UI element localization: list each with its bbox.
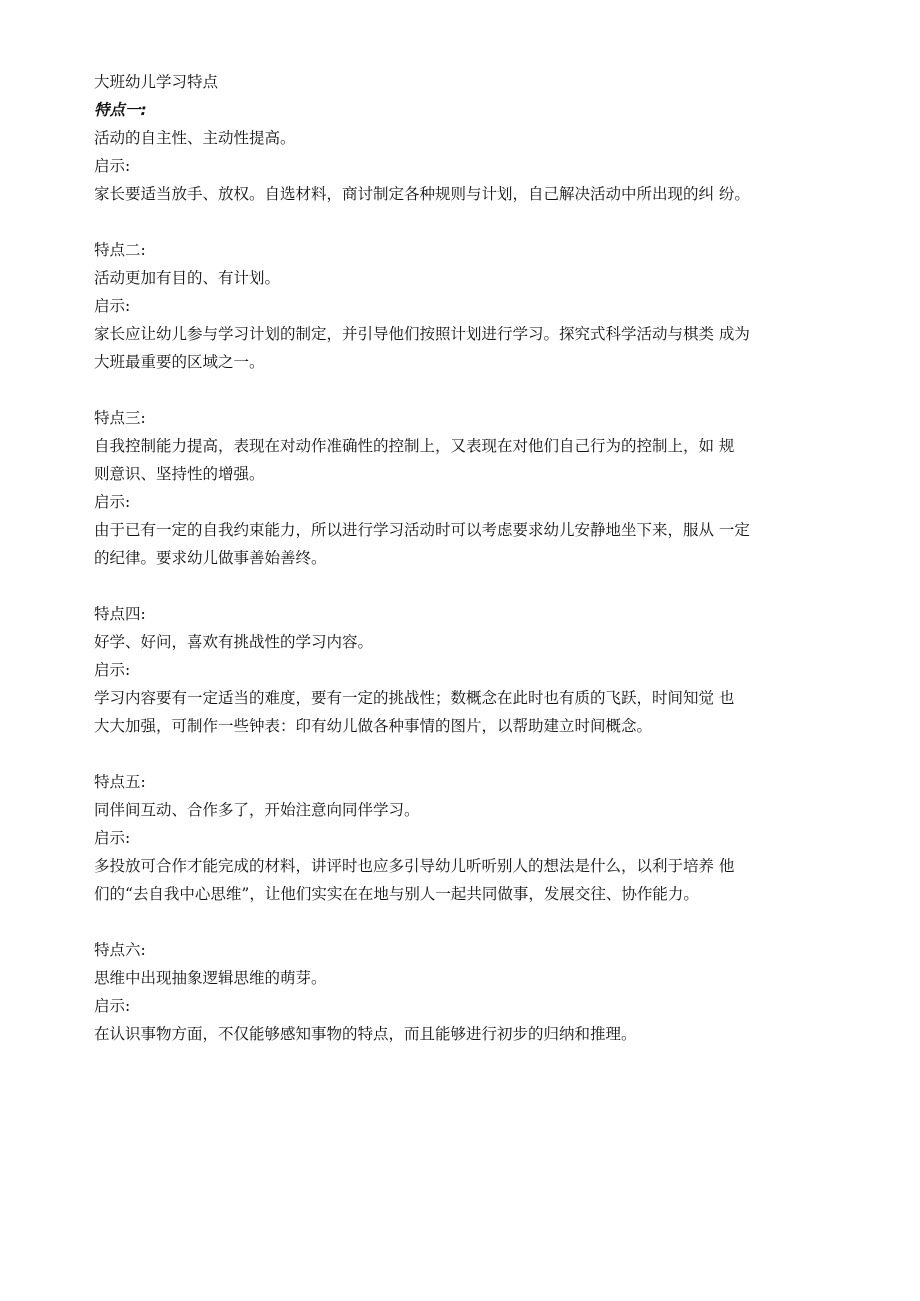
- section-gap: [94, 376, 834, 404]
- section-5-hint-line-2: 们的“去自我中心思维”，让他们实实在在地与别人一起共同做事，发展交往、协作能力。: [94, 885, 699, 903]
- section-5-hint-label: 启示:: [94, 829, 131, 847]
- section-1-feature: 活动的自主性、主动性提高。: [94, 129, 296, 147]
- section-6-heading: 特点六:: [94, 941, 146, 959]
- section-2-hint-label: 启示:: [94, 297, 131, 315]
- document-title: 大班幼儿学习特点: [94, 73, 219, 91]
- section-gap: [94, 208, 834, 236]
- section-1-heading: 特点一:: [94, 101, 147, 119]
- section-2-hint-line-1: 家长应让幼儿参与学习计划的制定，并引导他们按照计划进行学习。探究式科学活动与棋类 成为: [94, 325, 750, 343]
- section-2-heading: 特点二:: [94, 241, 146, 259]
- section-6-hint-label: 启示:: [94, 997, 131, 1015]
- section-6-hint: 在认识事物方面，不仅能够感知事物的特点，而且能够进行初步的归纳和推理。: [94, 1025, 637, 1043]
- section-5-heading: 特点五:: [94, 773, 146, 791]
- section-4-hint-line-1: 学习内容要有一定适当的难度，要有一定的挑战性；数概念在此时也有质的飞跃，时间知觉 也: [94, 689, 735, 707]
- section-5-hint-line-1: 多投放可合作才能完成的材料，讲评时也应多引导幼儿听听别人的想法是什么，以利于培养 他: [94, 857, 735, 875]
- section-3-hint-label: 启示:: [94, 493, 131, 511]
- section-2-feature: 活动更加有目的、有计划。: [94, 269, 281, 287]
- section-gap: [94, 572, 834, 600]
- section-4-heading: 特点四:: [94, 605, 146, 623]
- section-3-feature-line-2: 则意识、坚持性的增强。: [94, 465, 265, 483]
- section-4-hint-label: 启示:: [94, 661, 131, 679]
- section-3-hint-line-2: 的纪律。要求幼儿做事善始善终。: [94, 549, 327, 567]
- section-3-feature-line-1: 自我控制能力提高，表现在对动作准确性的控制上，又表现在对他们自己行为的控制上，如 规: [94, 437, 735, 455]
- section-6-feature: 思维中出现抽象逻辑思维的萌芽。: [94, 969, 327, 987]
- section-5-feature: 同伴间互动、合作多了，开始注意向同伴学习。: [94, 801, 420, 819]
- section-4-feature: 好学、好问，喜欢有挑战性的学习内容。: [94, 633, 374, 651]
- section-2-hint-line-2: 大班最重要的区域之一。: [94, 353, 265, 371]
- document-page: [94, 68, 834, 1048]
- section-1-hint-label: 启示:: [94, 157, 131, 175]
- section-3-heading: 特点三:: [94, 409, 146, 427]
- section-gap: [94, 740, 834, 768]
- section-4-hint-line-2: 大大加强，可制作一些钟表：印有幼儿做各种事情的图片，以帮助建立时间概念。: [94, 717, 653, 735]
- section-gap: [94, 908, 834, 936]
- section-1-hint: 家长要适当放手、放权。自选材料，商讨制定各种规则与计划，自己解决活动中所出现的纠 纷。: [94, 185, 750, 203]
- section-3-hint-line-1: 由于已有一定的自我约束能力，所以进行学习活动时可以考虑要求幼儿安静地坐下来，服从 一定: [94, 521, 750, 539]
